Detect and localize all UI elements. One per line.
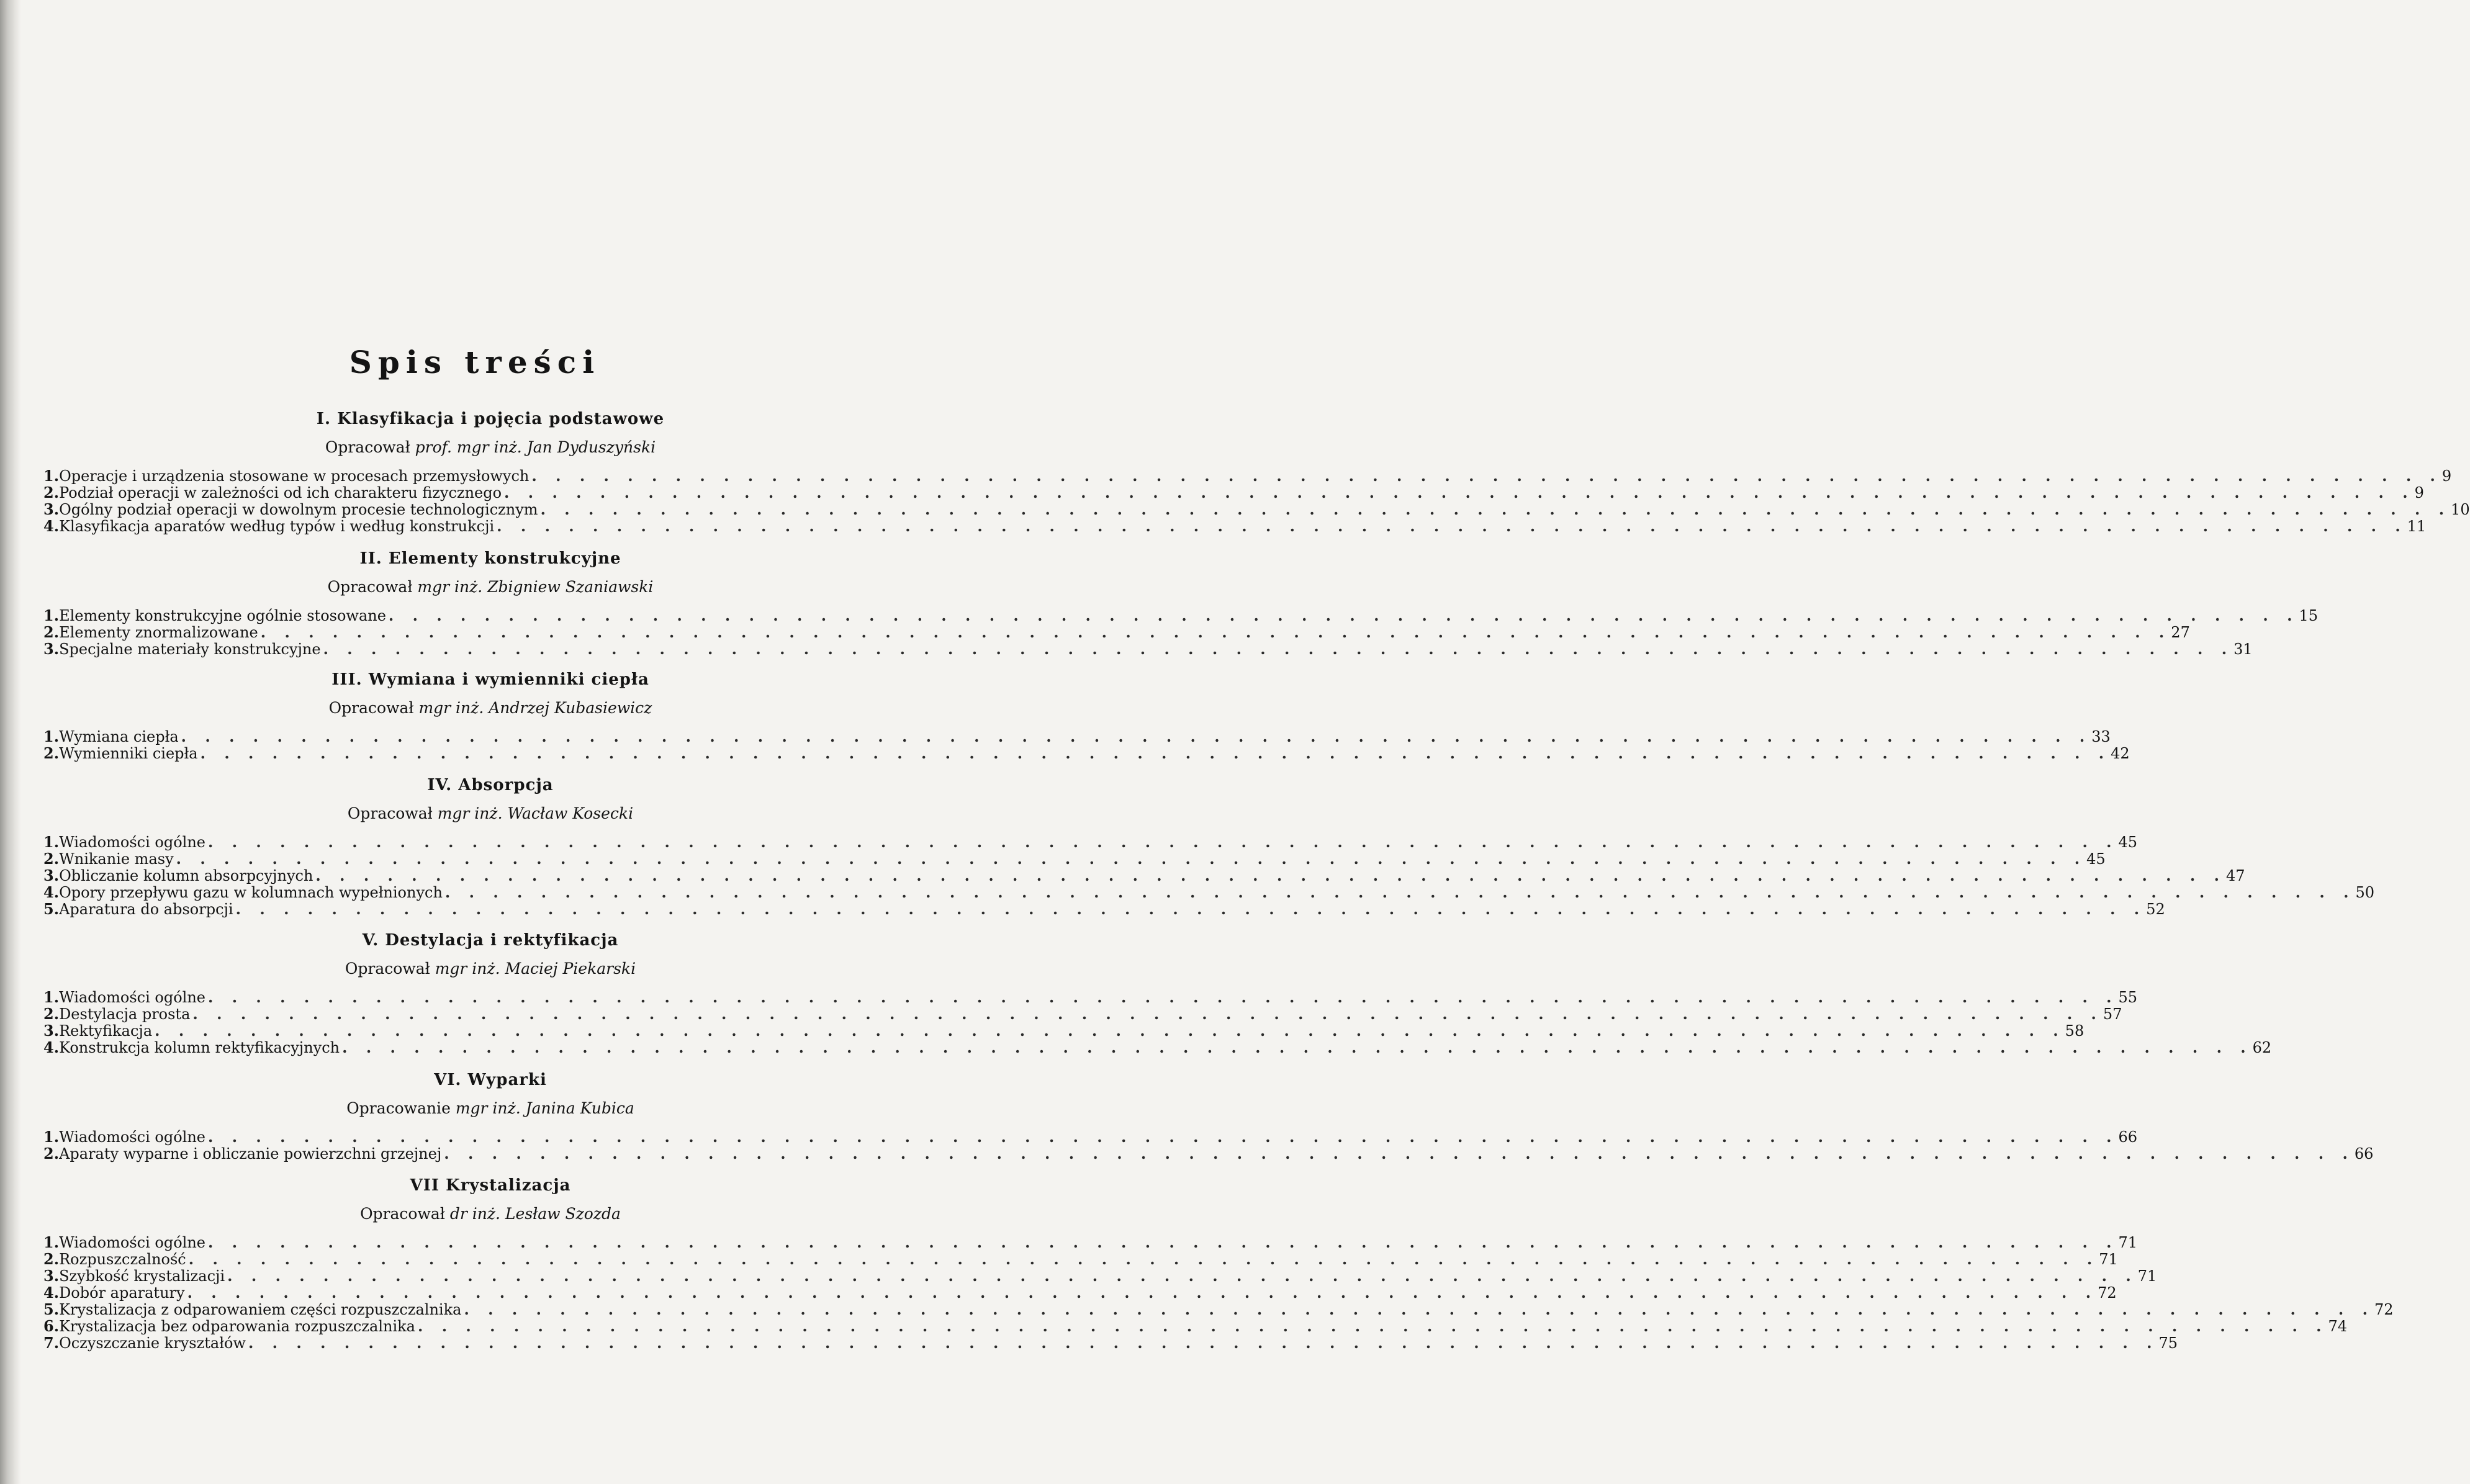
entry-page-number: 58 — [2065, 1022, 2085, 1040]
entry-number: 4. — [43, 883, 60, 901]
toc-entry — [43, 1334, 2178, 1352]
entry-number: 1. — [43, 467, 60, 485]
toc-entry — [43, 467, 2452, 485]
author-prefix: Opracował — [347, 804, 433, 822]
toc-entry — [43, 623, 2190, 641]
entry-number: 7. — [43, 1334, 60, 1352]
entry-label: Krystalizacja bez odparowania rozpuszczalnika — [59, 1318, 415, 1335]
section-author — [81, 960, 900, 978]
entry-page-number: 66 — [2118, 1128, 2138, 1146]
toc-entry — [43, 1144, 2374, 1162]
section-title: I. Klasyfikacja i pojęcia podstawowe — [316, 410, 665, 428]
entry-list — [43, 1128, 2374, 1162]
entry-page-number: 31 — [2233, 641, 2253, 658]
section-title: VI. Wyparki — [434, 1071, 547, 1089]
dot-leader: . . . . . . . . . . . . . . . . . . . . . . . . . . . . . . . . . . . . . . . . . . . . . . . . . . . . . . . . . . . . . . . . . . . . . . . . . . . . . . . . — [497, 517, 2407, 535]
entry-label: Destylacja prosta — [59, 1005, 191, 1023]
dot-leader: . . . . . . . . . . . . . . . . . . . . . . . . . . . . . . . . . . . . . . . . . . . . . . . . . . . . . . . . . . . . . . . . . . . . . . . . . . . . . . . . — [323, 640, 2234, 658]
section-author — [81, 1205, 900, 1223]
author-name: Andrzej Kubasiewicz — [489, 699, 652, 717]
author-prefix: Opracowanie — [346, 1099, 451, 1117]
dot-leader: . . . . . . . . . . . . . . . . . . . . . . . . . . . . . . . . . . . . . . . . . . . . . . . . . . . . . . . . . . . . . . . . . . . . . . . . . . . . . . . . — [207, 988, 2119, 1006]
entry-page-number: 62 — [2252, 1039, 2272, 1056]
section-title: IV. Absorpcja — [427, 776, 554, 794]
section-author — [81, 1099, 900, 1117]
toc-entry — [43, 900, 2165, 918]
entry-list — [43, 833, 2374, 918]
entry-list — [43, 1233, 2394, 1352]
entry-label: Szybkość krystalizacji — [59, 1267, 225, 1285]
entry-page-number: 71 — [2118, 1234, 2138, 1251]
toc-section — [43, 410, 2470, 535]
author-role: mgr inż. — [417, 578, 483, 596]
entry-label: Rektyfikacja — [59, 1022, 153, 1040]
entry-page-number: 47 — [2225, 867, 2245, 884]
entry-number: 3. — [43, 500, 60, 518]
entry-number: 5. — [43, 900, 60, 918]
entry-number: 2. — [43, 623, 60, 641]
toc-entry — [43, 640, 2253, 658]
toc-entry — [43, 1300, 2394, 1318]
toc-entry — [43, 744, 2130, 762]
toc-entry — [43, 1284, 2117, 1302]
entry-number: 1. — [43, 1233, 60, 1251]
entry-page-number: 52 — [2146, 901, 2165, 918]
author-name: Janina Kubica — [525, 1099, 634, 1117]
dot-leader: . . . . . . . . . . . . . . . . . . . . . . . . . . . . . . . . . . . . . . . . . . . . . . . . . . . . . . . . . . . . . . . . . . . . . . . . . . . . . . . . — [444, 1144, 2355, 1162]
entry-label: Wiadomości ogólne — [59, 989, 205, 1006]
dot-leader: . . . . . . . . . . . . . . . . . . . . . . . . . . . . . . . . . . . . . . . . . . . . . . . . . . . . . . . . . . . . . . . . . . . . . . . . . . . . . . . . — [444, 883, 2356, 901]
entry-page-number: 9 — [2441, 467, 2452, 485]
author-prefix: Opracował — [345, 960, 430, 978]
entry-number: 2. — [43, 1005, 60, 1023]
entry-label: Obliczanie kolumn absorpcyjnych — [59, 867, 313, 884]
toc-entry — [43, 606, 2318, 624]
entry-page-number: 71 — [2099, 1251, 2118, 1268]
entry-number: 4. — [43, 517, 60, 535]
toc-entry — [43, 883, 2374, 901]
toc-section — [43, 776, 2374, 918]
entry-number: 6. — [43, 1317, 60, 1335]
toc-entry — [43, 1267, 2157, 1285]
entry-page-number: 42 — [2111, 745, 2130, 762]
dot-leader: . . . . . . . . . . . . . . . . . . . . . . . . . . . . . . . . . . . . . . . . . . . . . . . . . . . . . . . . . . . . . . . . . . . . . . . . . . . . . . . . — [540, 500, 2451, 518]
dot-leader: . . . . . . . . . . . . . . . . . . . . . . . . . . . . . . . . . . . . . . . . . . . . . . . . . . . . . . . . . . . . . . . . . . . . . . . . . . . . . . . . — [192, 1005, 2103, 1023]
author-role: mgr inż. — [435, 960, 500, 978]
toc-section — [43, 1071, 2374, 1162]
toc-entry — [43, 866, 2245, 884]
section-author — [81, 438, 900, 456]
dot-leader: . . . . . . . . . . . . . . . . . . . . . . . . . . . . . . . . . . . . . . . . . . . . . . . . . . . . . . . . . . . . . . . . . . . . . . . . . . . . . . . . — [187, 1284, 2098, 1302]
entry-label: Operacje i urządzenia stosowane w procesach przemysłowych — [59, 467, 530, 485]
author-prefix: Opracował — [360, 1205, 445, 1223]
entry-number: 1. — [43, 988, 60, 1006]
entry-number: 1. — [43, 1128, 60, 1146]
entry-page-number: 74 — [2328, 1318, 2348, 1335]
entry-label: Krystalizacja z odparowaniem części rozpuszczalnika — [59, 1301, 462, 1318]
dot-leader: . . . . . . . . . . . . . . . . . . . . . . . . . . . . . . . . . . . . . . . . . . . . . . . . . . . . . . . . . . . . . . . . . . . . . . . . . . . . . . . . — [155, 1022, 2065, 1040]
author-prefix: Opracował — [325, 438, 410, 456]
entry-label: Aparatura do absorpcji — [59, 901, 233, 918]
dot-leader: . . . . . . . . . . . . . . . . . . . . . . . . . . . . . . . . . . . . . . . . . . . . . . . . . . . . . . . . . . . . . . . . . . . . . . . . . . . . . . . . — [504, 483, 2415, 501]
author-name: Wacław Kosecki — [507, 804, 634, 822]
entry-label: Wiadomości ogólne — [59, 1234, 205, 1251]
entry-page-number: 10 — [2451, 501, 2470, 518]
entry-number: 2. — [43, 744, 60, 762]
entry-label: Wymiana ciepła — [59, 728, 179, 745]
author-name: Zbigniew Szaniawski — [487, 578, 654, 596]
dot-leader: . . . . . . . . . . . . . . . . . . . . . . . . . . . . . . . . . . . . . . . . . . . . . . . . . . . . . . . . . . . . . . . . . . . . . . . . . . . . . . . . — [200, 744, 2111, 762]
author-name: Maciej Piekarski — [505, 960, 636, 978]
toc-entry — [43, 1038, 2272, 1056]
dot-leader: . . . . . . . . . . . . . . . . . . . . . . . . . . . . . . . . . . . . . . . . . . . . . . . . . . . . . . . . . . . . . . . . . . . . . . . . . . . . . . . . — [181, 727, 2092, 745]
section-author — [81, 699, 900, 717]
dot-leader: . . . . . . . . . . . . . . . . . . . . . . . . . . . . . . . . . . . . . . . . . . . . . . . . . . . . . . . . . . . . . . . . . . . . . . . . . . . . . . . . — [418, 1317, 2328, 1335]
section-title: V. Destylacja i rektyfikacja — [362, 931, 619, 950]
entry-page-number: 75 — [2158, 1334, 2178, 1352]
entry-label: Wymienniki ciepła — [59, 745, 198, 762]
toc-entry — [43, 1317, 2348, 1335]
dot-leader: . . . . . . . . . . . . . . . . . . . . . . . . . . . . . . . . . . . . . . . . . . . . . . . . . . . . . . . . . . . . . . . . . . . . . . . . . . . . . . . . — [207, 1233, 2119, 1251]
entry-list — [43, 727, 2130, 762]
entry-number: 3. — [43, 640, 60, 658]
toc-section — [43, 549, 2318, 658]
entry-number: 4. — [43, 1284, 60, 1302]
entry-page-number: 71 — [2137, 1267, 2157, 1285]
entry-label: Dobór aparatury — [59, 1284, 185, 1302]
dot-leader: . . . . . . . . . . . . . . . . . . . . . . . . . . . . . . . . . . . . . . . . . . . . . . . . . . . . . . . . . . . . . . . . . . . . . . . . . . . . . . . . — [207, 833, 2119, 851]
toc-entry — [43, 1250, 2118, 1268]
entry-label: Wiadomości ogólne — [59, 834, 205, 851]
section-author — [81, 804, 900, 822]
dot-leader: . . . . . . . . . . . . . . . . . . . . . . . . . . . . . . . . . . . . . . . . . . . . . . . . . . . . . . . . . . . . . . . . . . . . . . . . . . . . . . . . — [388, 606, 2299, 624]
dot-leader: . . . . . . . . . . . . . . . . . . . . . . . . . . . . . . . . . . . . . . . . . . . . . . . . . . . . . . . . . . . . . . . . . . . . . . . . . . . . . . . . — [207, 1128, 2119, 1146]
toc-entry — [43, 483, 2424, 501]
author-role: mgr inż. — [437, 804, 503, 822]
toc-entry — [43, 833, 2138, 851]
entry-page-number: 15 — [2299, 607, 2318, 624]
section-title: VII Krystalizacja — [410, 1176, 571, 1195]
entry-label: Elementy konstrukcyjne ogólnie stosowane — [59, 607, 386, 624]
toc-entry — [43, 988, 2138, 1006]
entry-number: 1. — [43, 727, 60, 745]
toc-entry — [43, 1233, 2138, 1251]
entry-label: Rozpuszczalność — [59, 1251, 186, 1268]
dot-leader: . . . . . . . . . . . . . . . . . . . . . . . . . . . . . . . . . . . . . . . . . . . . . . . . . . . . . . . . . . . . . . . . . . . . . . . . . . . . . . . . — [315, 866, 2226, 884]
author-prefix: Opracował — [327, 578, 413, 596]
author-role: prof. mgr inż. — [415, 438, 522, 456]
author-name: Lesław Szozda — [505, 1205, 621, 1223]
toc-entry — [43, 1005, 2122, 1023]
entry-label: Podział operacji w zależności od ich charakteru fizycznego — [59, 484, 502, 501]
entry-page-number: 33 — [2091, 728, 2111, 745]
entry-label: Wiadomości ogólne — [59, 1128, 205, 1146]
entry-number: 1. — [43, 833, 60, 851]
toc-section — [43, 931, 2272, 1056]
section-author — [81, 578, 900, 596]
author-role: mgr inż. — [418, 699, 484, 717]
entry-list — [43, 467, 2470, 535]
entry-page-number: 9 — [2414, 484, 2424, 501]
section-title: III. Wymiana i wymienniki ciepła — [331, 670, 649, 689]
entry-page-number: 45 — [2118, 834, 2138, 851]
entry-label: Specjalne materiały konstrukcyjne — [59, 641, 321, 658]
dot-leader: . . . . . . . . . . . . . . . . . . . . . . . . . . . . . . . . . . . . . . . . . . . . . . . . . . . . . . . . . . . . . . . . . . . . . . . . . . . . . . . . — [248, 1334, 2159, 1352]
author-role: dr inż. — [449, 1205, 500, 1223]
author-name: Jan Dyduszyński — [526, 438, 656, 456]
dot-leader: . . . . . . . . . . . . . . . . . . . . . . . . . . . . . . . . . . . . . . . . . . . . . . . . . . . . . . . . . . . . . . . . . . . . . . . . . . . . . . . . — [464, 1300, 2374, 1318]
dot-leader: . . . . . . . . . . . . . . . . . . . . . . . . . . . . . . . . . . . . . . . . . . . . . . . . . . . . . . . . . . . . . . . . . . . . . . . . . . . . . . . . — [235, 900, 2147, 918]
author-prefix: Opracował — [328, 699, 414, 717]
toc-entry — [43, 727, 2111, 745]
entry-page-number: 50 — [2355, 884, 2374, 901]
entry-label: Konstrukcja kolumn rektyfikacyjnych — [59, 1039, 340, 1056]
toc-section — [43, 1176, 2394, 1352]
entry-label: Aparaty wyparne i obliczanie powierzchni grzejnej — [59, 1145, 442, 1162]
entry-page-number: 55 — [2118, 989, 2138, 1006]
entry-number: 5. — [43, 1300, 60, 1318]
entry-number: 4. — [43, 1038, 60, 1056]
entry-page-number: 27 — [2171, 624, 2190, 641]
entry-page-number: 45 — [2086, 850, 2106, 868]
author-role: mgr inż. — [455, 1099, 521, 1117]
dot-leader: . . . . . . . . . . . . . . . . . . . . . . . . . . . . . . . . . . . . . . . . . . . . . . . . . . . . . . . . . . . . . . . . . . . . . . . . . . . . . . . . — [188, 1250, 2099, 1268]
entry-label: Ogólny podział operacji w dowolnym procesie technologicznym — [59, 501, 538, 518]
entry-list — [43, 606, 2318, 658]
toc-entry — [43, 500, 2470, 518]
entry-page-number: 11 — [2407, 518, 2427, 535]
entry-number: 3. — [43, 1267, 60, 1285]
entry-number: 2. — [43, 483, 60, 501]
dot-leader: . . . . . . . . . . . . . . . . . . . . . . . . . . . . . . . . . . . . . . . . . . . . . . . . . . . . . . . . . . . . . . . . . . . . . . . . . . . . . . . . — [176, 850, 2087, 868]
page-binding-edge — [0, 0, 21, 1484]
toc-entry — [43, 1022, 2085, 1040]
toc-section — [43, 670, 2130, 762]
entry-number: 2. — [43, 850, 60, 868]
entry-number: 2. — [43, 1250, 60, 1268]
entry-number: 3. — [43, 866, 60, 884]
entry-page-number: 72 — [2374, 1301, 2394, 1318]
toc-entry — [43, 517, 2427, 535]
toc-entry — [43, 1128, 2138, 1146]
entry-label: Opory przepływu gazu w kolumnach wypełnionych — [59, 884, 443, 901]
dot-leader: . . . . . . . . . . . . . . . . . . . . . . . . . . . . . . . . . . . . . . . . . . . . . . . . . . . . . . . . . . . . . . . . . . . . . . . . . . . . . . . . — [260, 623, 2171, 641]
entry-label: Elementy znormalizowane — [59, 624, 258, 641]
page-title: Spis treści — [349, 343, 601, 380]
entry-page-number: 57 — [2103, 1005, 2122, 1023]
dot-leader: . . . . . . . . . . . . . . . . . . . . . . . . . . . . . . . . . . . . . . . . . . . . . . . . . . . . . . . . . . . . . . . . . . . . . . . . . . . . . . . . — [342, 1038, 2253, 1056]
toc-entry — [43, 850, 2106, 868]
entry-page-number: 72 — [2098, 1284, 2117, 1302]
entry-list — [43, 988, 2272, 1056]
entry-number: 1. — [43, 606, 60, 624]
section-title: II. Elementy konstrukcyjne — [359, 549, 621, 568]
dot-leader: . . . . . . . . . . . . . . . . . . . . . . . . . . . . . . . . . . . . . . . . . . . . . . . . . . . . . . . . . . . . . . . . . . . . . . . . . . . . . . . . — [531, 467, 2442, 485]
entry-label: Klasyfikacja aparatów według typów i według konstrukcji — [59, 518, 495, 535]
dot-leader: . . . . . . . . . . . . . . . . . . . . . . . . . . . . . . . . . . . . . . . . . . . . . . . . . . . . . . . . . . . . . . . . . . . . . . . . . . . . . . . . — [227, 1267, 2138, 1285]
entry-label: Oczyszczanie kryształów — [59, 1334, 246, 1352]
entry-label: Wnikanie masy — [59, 850, 174, 868]
entry-number: 2. — [43, 1144, 60, 1162]
entry-number: 3. — [43, 1022, 60, 1040]
entry-page-number: 66 — [2354, 1145, 2374, 1162]
